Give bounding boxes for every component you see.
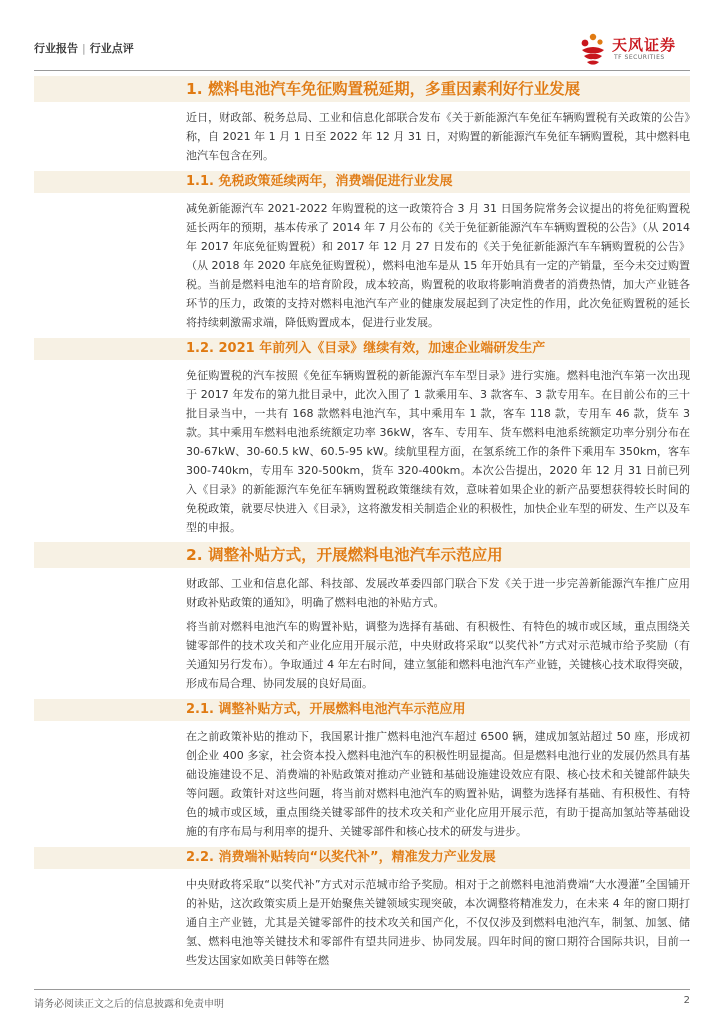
header-divider: [34, 70, 690, 71]
subsection-heading-1-2: 1.2. 2021 年前列入《目录》继续有效，加速企业端研发生产: [34, 338, 690, 360]
subsection-heading-2-1: 2.1. 调整补贴方式，开展燃料电池汽车示范应用: [34, 699, 690, 721]
page-header: [34, 30, 690, 70]
paragraph: 减免新能源汽车 2021-2022 年购置税的这一政策符合 3 月 31 日国务院常务会议提出的将免征购置税延长两年的预期，基本传承了 2014 年 7 月公布的《关于免征新能源汽车车辆购置税的公告》（从 2014 年 2017 年底免征购置税）和 2017 年 12 月 27 日发布的《关于免征新能源汽车车辆购置税的公告》（从 2018 年 2020 年底免征购置税），燃料电池车是从 15 年开始具有一定的产销量，至今未交过购置税。当前是燃料电池车的培育阶段，成本较高，购置税的收取将影响消费者的消费热情，加大产业链各环节的压力，政策的支持对燃料电池汽车产业的健康发展起到了决定性的作用，此次免征购置税的延长将持续刺激需求端，降低购置成本，促进行业发展。: [186, 202, 690, 329]
paragraph: 免征购置税的汽车按照《免征车辆购置税的新能源汽车车型目录》进行实施。燃料电池汽车第一次出现于 2017 年发布的第九批目录中，此次入围了 1 款乘用车、3 款客车、3 款专用车。在目前公布的三十批目录当中，一共有 168 款燃料电池汽车，其中乘用车 1 款，客车 118 款，专用车 46 款，货车 3 款。其中乘用车燃料电池系统额定功率 36kW，客车、专用车、货车燃料电池系统额定功率分别分布在 30-67kW、30-60.5 kW、60.5-95 kW。续航里程方面，在氢系统工作的条件下乘用车 350km，客车 300-740km，专用车 320-500km，货车 320-400km。本次公告提出，2020 年 12 月 31 日前已列入《目录》的新能源汽车免征车辆购置税政策继续有效，意味着如果企业的新产品要想获得较长时间的免税政策，就要尽快进入《目录》，这将激发相关制造企业的积极性，加快企业车型的研发、生产以及车型的申报。: [186, 369, 690, 534]
section-heading-1: 1. 燃料电池汽车免征购置税延期，多重因素利好行业发展: [34, 76, 690, 102]
logo-text-cn: 天风证券: [612, 36, 677, 54]
category-label: 行业报告: [34, 42, 78, 55]
logo-text-en: TF SECURITIES: [614, 54, 665, 61]
subcategory-label: 行业点评: [89, 42, 134, 55]
paragraph: 财政部、工业和信息化部、科技部、发展改革委四部门联合下发《关于进一步完善新能源汽车推广应用财政补贴政策的通知》，明确了燃料电池的补贴方式。: [186, 577, 690, 609]
category-separator: |: [82, 42, 86, 55]
footer-disclaimer: 请务必阅读正文之后的信息披露和免责申明: [34, 999, 224, 1010]
company-logo: [540, 30, 690, 70]
section-heading-2: 2. 调整补贴方式，开展燃料电池汽车示范应用: [34, 542, 690, 568]
paragraph: 近日，财政部、税务总局、工业和信息化部联合发布《关于新能源汽车免征车辆购置税有关政策的公告》称，自 2021 年 1 月 1 日至 2022 年 12 月 31 日，对购置的新能源汽车免征车辆购置税，其中燃料电池汽车包含在列。: [186, 111, 690, 162]
subsection-heading-1-1: 1.1. 免税政策延续两年，消费端促进行业发展: [34, 171, 690, 193]
logo-flame-icon: [578, 32, 608, 66]
paragraph: 中央财政将采取“以奖代补”方式对示范城市给予奖励。相对于之前燃料电池消费端“大水漫灌”全国铺开的补贴，这次政策实质上是开始聚焦关键领域实现突破，本次调整将精准发力，在未来 4 年的窗口期打通自主产业链，尤其是关键零部件的技术攻关和国产化，不仅仅涉及到燃料电池汽车，制氢、加氢、储氢、燃料电池等关键技术和零部件有望共同进步、协同发展。四年时间的窗口期符合国际共识，目前一些发达国家如欧美日韩等在燃: [186, 878, 690, 967]
footer-divider: [34, 989, 690, 990]
report-body: [34, 76, 690, 986]
paragraph: 在之前政策补贴的推动下，我国累计推广燃料电池汽车超过 6500 辆，建成加氢站超过 50 座，形成初创企业 400 多家，社会资本投入燃料电池汽车的积极性明显提高。但是燃料电池行业的发展仍然具有基础设施建设不足、消费端的补贴政策对推动产业链和基础设施建设效应有限、核心技术和关键部件缺失等问题。政策针对这些问题，将当前对燃料电池汽车的购置补贴，调整为选择有基础、有积极性、有特色的城市或区域，重点围绕关键零部件的技术攻关和产业化应用开展示范，有助于提高加氢站等基础设施的有序布局与利用率的提升、关键零部件和核心技术的研发与进步。: [186, 730, 690, 838]
page-number: 2: [683, 995, 690, 1006]
subsection-heading-2-2: 2.2. 消费端补贴转向“以奖代补”，精准发力产业发展: [34, 847, 690, 869]
paragraph: 将当前对燃料电池汽车的购置补贴，调整为选择有基础、有积极性、有特色的城市或区域，重点围绕关键零部件的技术攻关和产业化应用开展示范，中央财政将采取“以奖代补”方式对示范城市给予奖励（有关通知另行发布）。争取通过 4 年左右时间，建立氢能和燃料电池汽车产业链，关键核心技术取得突破，形成布局合理、协同发展的良好局面。: [186, 620, 690, 690]
report-category: [34, 40, 134, 56]
